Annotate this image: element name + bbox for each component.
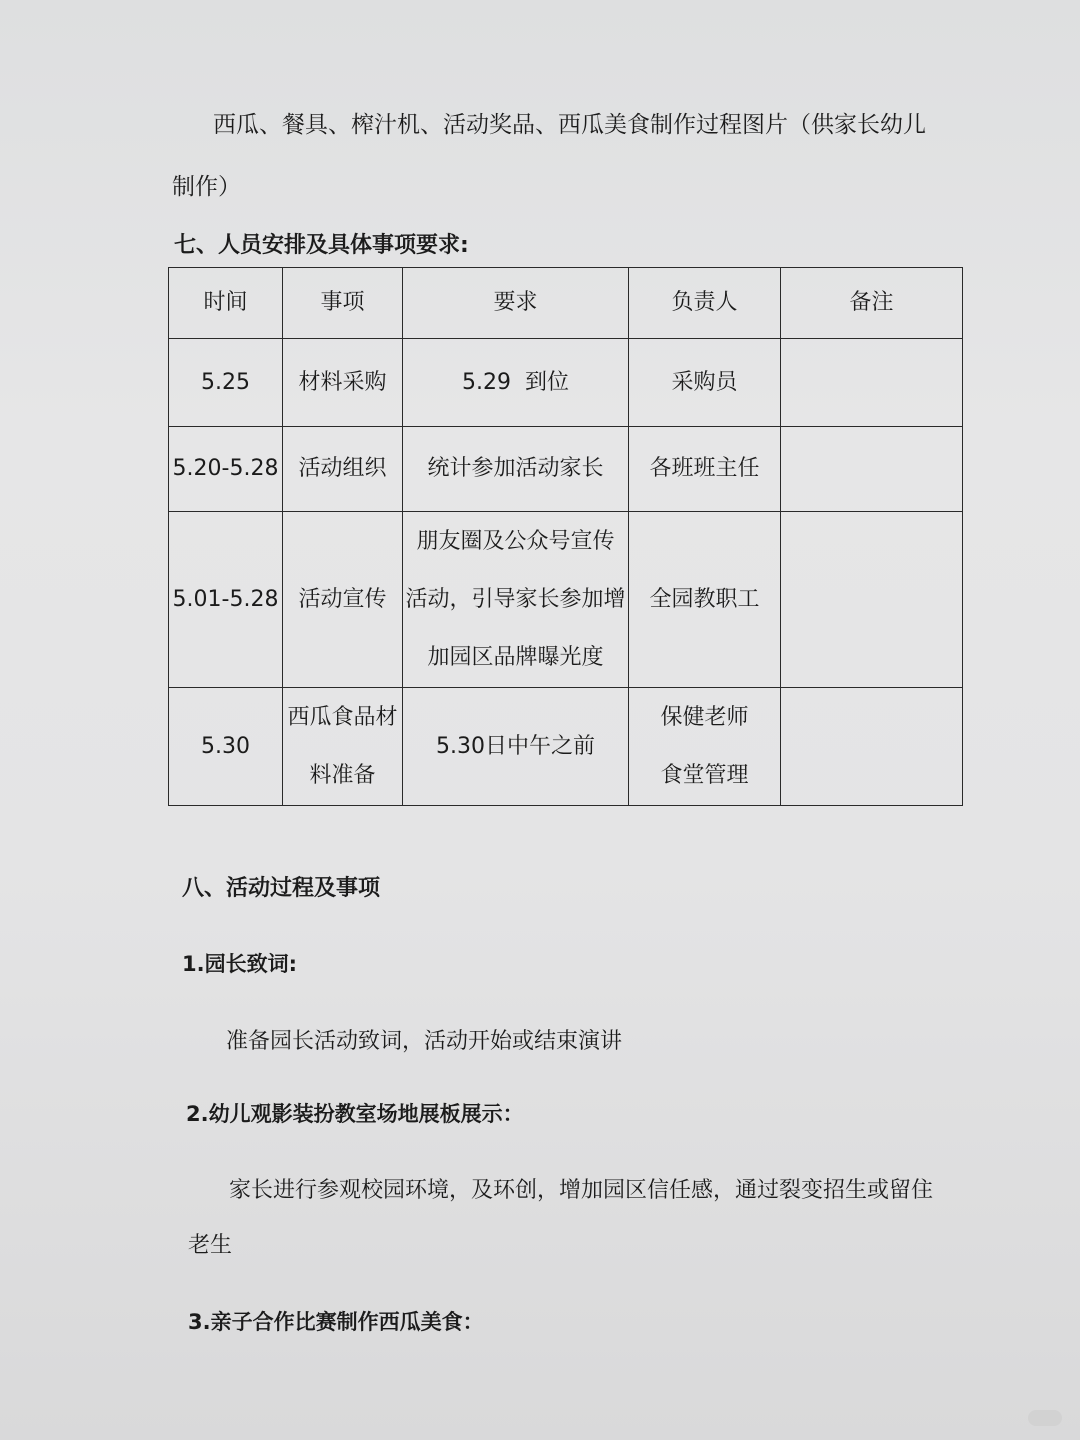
cell-owner (629, 427, 781, 512)
cell-owner (629, 688, 781, 806)
section-8-title: 八、活动过程及事项 (182, 876, 381, 901)
cell-requirement (403, 339, 629, 427)
header-item: 事项 (283, 268, 403, 339)
header-time: 时间 (169, 268, 283, 339)
cell-note (781, 427, 963, 512)
table-row (169, 427, 963, 512)
watermark-badge (1028, 1410, 1062, 1426)
header-owner: 负责人 (629, 268, 781, 339)
cell-line: 5.29 到位 (462, 369, 569, 395)
cell-note (781, 688, 963, 806)
subsection-1-text: 准备园长活动致词，活动开始或结束演讲 (226, 1029, 623, 1054)
cell-owner (629, 512, 781, 688)
cell-requirement (403, 427, 629, 512)
cell-line: 加园区品牌曝光度 (427, 644, 604, 670)
intro-line-1: 西瓜、餐具、榨汁机、活动奖品、西瓜美食制作过程图片（供家长幼儿 (213, 112, 926, 138)
table-row (169, 688, 963, 806)
subsection-2-title: 2.幼儿观影装扮教室场地展板展示： (186, 1102, 524, 1126)
cell-time: 5.25 (169, 339, 283, 427)
cell-line: 朋友圈及公众号宣传 (416, 528, 615, 554)
cell-note (781, 512, 963, 688)
cell-line: 全园教职工 (649, 586, 760, 612)
table-row (169, 339, 963, 427)
section-7-title: 七、人员安排及具体事项要求: (174, 233, 469, 258)
cell-item: 活动宣传 (283, 512, 403, 688)
cell-line: 保健老师 (660, 704, 749, 730)
cell-line: 各班班主任 (649, 456, 760, 481)
subsection-2-text-line-2: 老生 (188, 1233, 233, 1258)
cell-requirement (403, 688, 629, 806)
cell-requirement (403, 512, 629, 688)
header-requirement: 要求 (403, 268, 629, 339)
cell-line: 5.30日中午之前 (436, 733, 595, 759)
cell-line: 西瓜食品材 (287, 704, 398, 730)
cell-note (781, 339, 963, 427)
subsection-1-title: 1.园长致词: (182, 952, 297, 976)
cell-item: 材料采购 (283, 339, 403, 427)
cell-line: 活动，引导家长参加增 (405, 586, 626, 612)
subsection-3-title: 3.亲子合作比赛制作西瓜美食： (188, 1310, 484, 1334)
cell-time: 5.30 (169, 688, 283, 806)
table-header-row (169, 268, 963, 339)
cell-line: 统计参加活动家长 (427, 456, 604, 481)
cell-line: 采购员 (671, 369, 738, 395)
cell-line: 料准备 (309, 762, 376, 788)
intro-line-2: 制作） (172, 174, 241, 200)
cell-item (283, 688, 403, 806)
subsection-2-text-line-1: 家长进行参观校园环境，及环创，增加园区信任感，通过裂变招生或留住 (229, 1178, 934, 1203)
schedule-table (168, 267, 963, 806)
cell-time: 5.01-5.28 (169, 512, 283, 688)
cell-time: 5.20-5.28 (169, 427, 283, 512)
header-note: 备注 (781, 268, 963, 339)
cell-item: 活动组织 (283, 427, 403, 512)
table-row (169, 512, 963, 688)
cell-owner (629, 339, 781, 427)
cell-line: 食堂管理 (660, 762, 749, 788)
